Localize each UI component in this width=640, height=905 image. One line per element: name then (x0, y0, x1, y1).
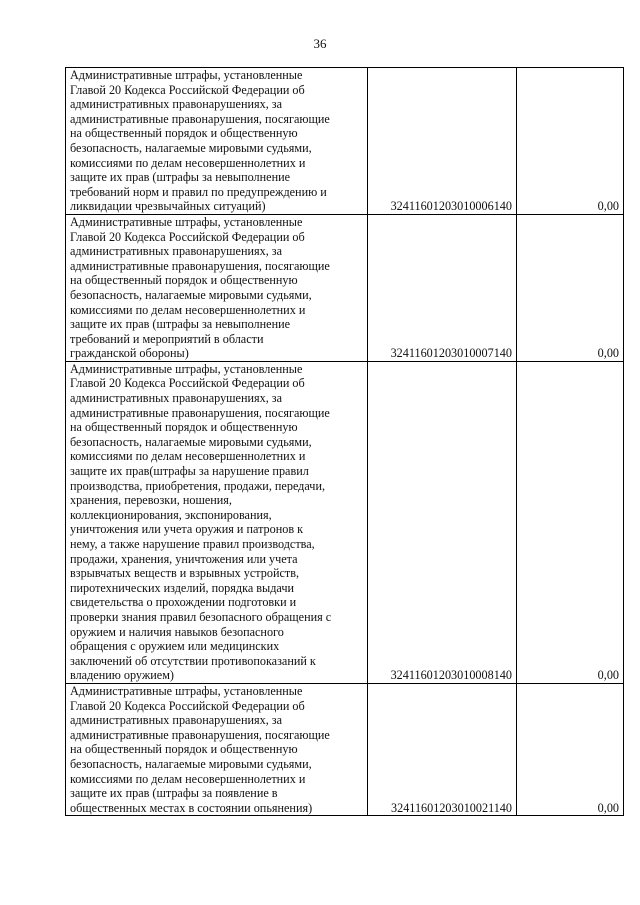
name-line: ликвидации чрезвычайных ситуаций) (70, 199, 266, 214)
table-row (66, 361, 624, 683)
name-line: административные правонарушения, посягающие (70, 258, 330, 273)
name-line: Главой 20 Кодекса Российской Федерации об (70, 698, 305, 713)
name-line: административные правонарушения, посягающие (70, 405, 330, 420)
row-name-cell (66, 214, 368, 361)
name-line: производства, приобретения, продажи, передачи, (70, 478, 326, 493)
name-line: административные правонарушения, посягающие (70, 111, 330, 126)
name-line: безопасность, налагаемые мировыми судьями, (70, 287, 312, 302)
name-line: комиссиями по делам несовершеннолетних и (70, 771, 306, 786)
name-line: уничтожения или учета оружия и патронов к (70, 522, 304, 537)
name-line: защите их прав (штрафы за появление в (70, 786, 278, 801)
name-line: Главой 20 Кодекса Российской Федерации об (70, 376, 305, 391)
name-line: защите их прав(штрафы за нарушение правил (70, 464, 309, 479)
name-line: безопасность, налагаемые мировыми судьями, (70, 140, 312, 155)
name-line: взрывчатых веществ и взрывных устройств, (70, 566, 299, 581)
revenue-table (65, 67, 624, 816)
name-line: административных правонарушениях, за (70, 97, 283, 112)
name-line: на общественный порядок и общественную (70, 742, 298, 757)
row-name-cell (66, 683, 368, 815)
amount-cell: 0,00 (517, 68, 624, 215)
name-line: защите их прав (штрафы за невыполнение (70, 317, 291, 332)
name-line: административные правонарушения, посягающие (70, 727, 330, 742)
name-line: Административные штрафы, установленные (70, 68, 303, 82)
name-line: комиссиями по делам несовершеннолетних и (70, 449, 306, 464)
row-name-cell (66, 361, 368, 683)
amount-cell: 0,00 (517, 361, 624, 683)
name-line: гражданской обороны) (70, 346, 189, 361)
name-line: нему, а также нарушение правил производства, (70, 537, 315, 551)
name-line: безопасность, налагаемые мировыми судьями, (70, 434, 312, 449)
name-line: владению оружием) (70, 668, 174, 683)
name-line: Административные штрафы, установленные (70, 214, 303, 229)
amount-cell: 0,00 (517, 683, 624, 815)
name-line: административных правонарушениях, за (70, 713, 283, 728)
name-line: общественных местах в состоянии опьянения) (70, 800, 313, 815)
name-line: административных правонарушениях, за (70, 244, 283, 259)
name-line: оружием и наличия навыков безопасного (70, 624, 284, 639)
name-line: проверки знания правил безопасного обращения с (70, 609, 332, 624)
name-line: комиссиями по делам несовершеннолетних и (70, 155, 306, 170)
name-line: комиссиями по делам несовершеннолетних и (70, 302, 306, 317)
budget-code-cell: 32411601203010006140 (368, 68, 517, 215)
table-row (66, 214, 624, 361)
name-line: Административные штрафы, установленные (70, 683, 303, 698)
name-line: на общественный порядок и общественную (70, 420, 298, 435)
budget-code-cell: 32411601203010008140 (368, 361, 517, 683)
table-row (66, 683, 624, 815)
amount-cell: 0,00 (517, 214, 624, 361)
page-number: 36 (313, 36, 327, 51)
budget-code-cell: 32411601203010007140 (368, 214, 517, 361)
name-line: хранения, перевозки, ношения, (70, 493, 232, 508)
name-line: Главой 20 Кодекса Российской Федерации об (70, 82, 305, 97)
name-line: на общественный порядок и общественную (70, 126, 298, 141)
name-line: Административные штрафы, установленные (70, 361, 303, 376)
name-line: заключений об отсутствии противопоказаний к (70, 653, 316, 668)
budget-code-cell: 32411601203010021140 (368, 683, 517, 815)
name-line: обращения с оружием или медицинских (70, 639, 280, 654)
name-line: продажи, хранения, уничтожения или учета (70, 551, 298, 566)
table-row (66, 68, 624, 215)
name-line: требований норм и правил по предупреждению и (70, 184, 327, 199)
name-line: свидетельства о прохождении подготовки и (70, 595, 297, 610)
name-line: защите их прав (штрафы за невыполнение (70, 170, 291, 185)
name-line: на общественный порядок и общественную (70, 273, 298, 288)
name-line: безопасность, налагаемые мировыми судьями, (70, 756, 312, 771)
name-line: пиротехнических изделий, порядка выдачи (70, 580, 294, 595)
name-line: Главой 20 Кодекса Российской Федерации об (70, 229, 305, 244)
row-name-cell (66, 68, 368, 215)
name-line: административных правонарушениях, за (70, 391, 283, 406)
name-line: коллекционирования, экспонирования, (70, 507, 272, 522)
name-line: требований и мероприятий в области (70, 331, 264, 346)
